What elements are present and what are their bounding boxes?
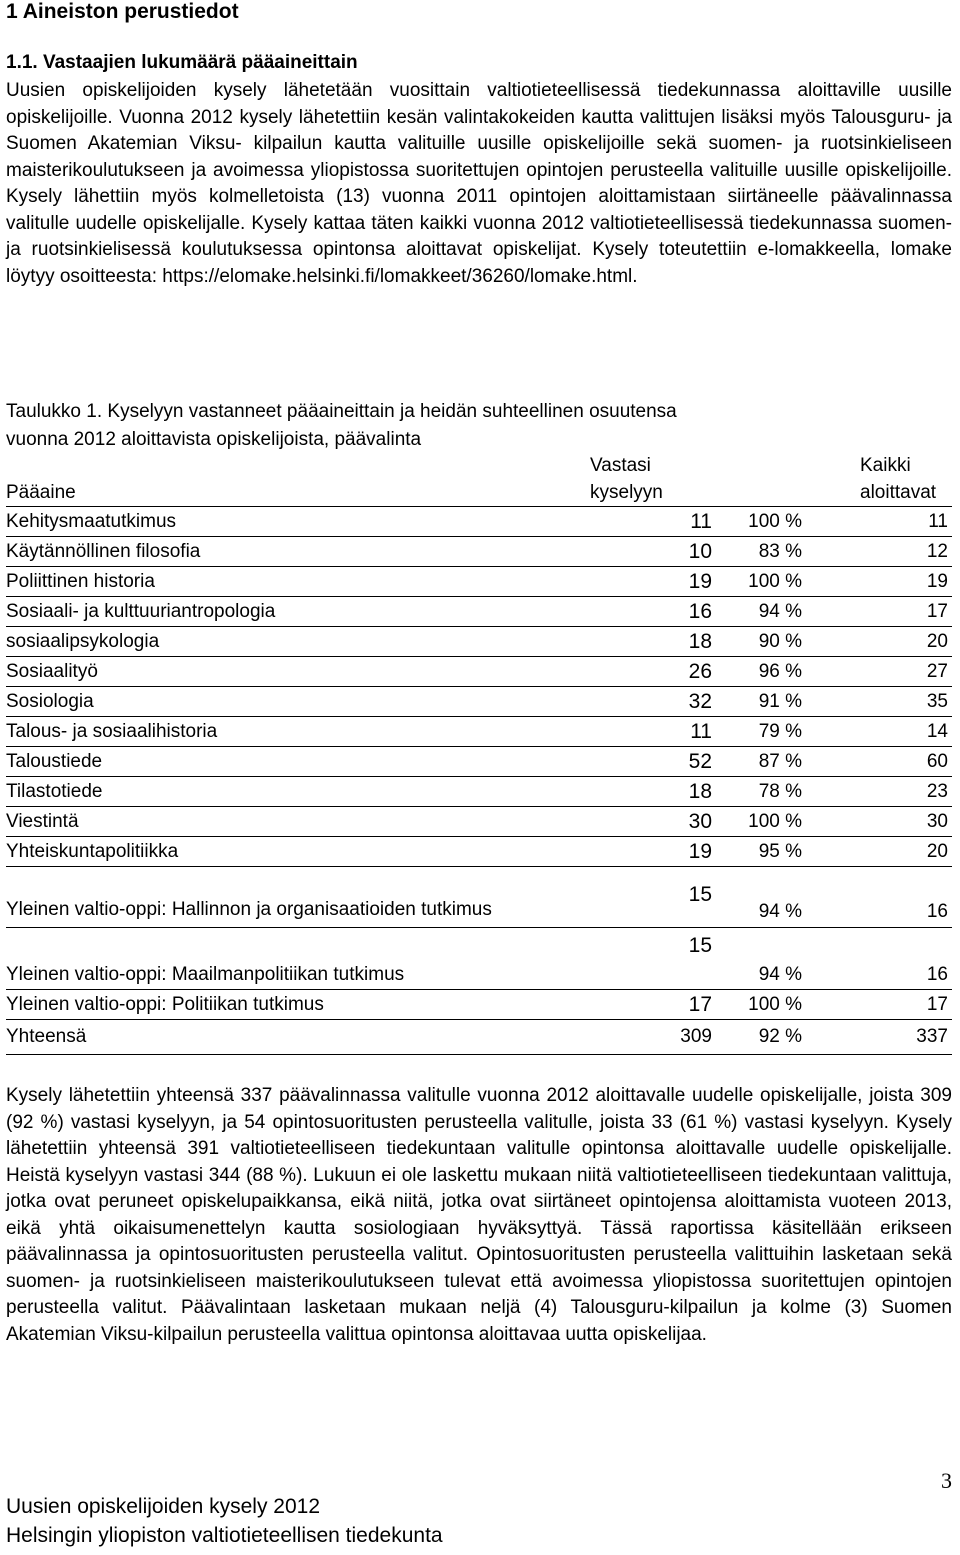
row-all: 16 bbox=[806, 928, 952, 990]
table-header-row bbox=[6, 452, 952, 507]
row-subject: Sosiaali- ja kulttuuriantropologia bbox=[6, 597, 564, 627]
intro-paragraph-text: Uusien opiskelijoiden kysely lähetetään vuosittain valtiotieteellisessä tiedekunnassa aloittaville uusille opiskelijoille. Vuonna 2012 kysely lähetettiin kesän valintakokeiden kautta valittujen lisäksi myös Talousguru- ja Suomen Akatemian Viksu- kilpailun kautta valituille uusille opiskelijoille sekä suomen- ja ruotsinkieliseen maisterikoulutukseen ja avoimessa yliopistossa suoritettujen opintojen perusteella valituille uusille opiskelijoille. Kysely lähettiin myös kolmelletoista (13) vuonna 2011 opintojen aloittamistaan siirtäneelle päävalinnassa valitulle uudelle opiskelijalle. Kysely kattaa täten kaikki vuonna 2012 valtiotieteellisessä tiedekunnassa suomen- ja ruotsinkielisessä koulutuksessa opintonsa aloittavat opiskelijat. Kysely toteutettiin e-lomakkeella, lomake löytyy osoitteesta: https://elomake.helsinki.fi/lomakkeet/36260/lomake.html. bbox=[6, 80, 952, 287]
row-all: 27 bbox=[806, 657, 952, 687]
row-subject: Yleinen valtio-oppi: Politiikan tutkimus bbox=[6, 990, 564, 1020]
table-row bbox=[6, 747, 952, 777]
table-row bbox=[6, 687, 952, 717]
row-subject: Talous- ja sosiaalihistoria bbox=[6, 717, 564, 747]
row-all: 14 bbox=[806, 717, 952, 747]
closing-paragraph-text: Kysely lähetettiin yhteensä 337 päävalinnassa valitulle vuonna 2012 aloittavalle uudelle opiskelijalle, joista 309 (92 %) vastasi kyselyyn, ja 54 opintosuoritusten perusteella valitulle, joista 33 (61 %) vastasi kyselyyn. Kysely lähetettiin yhteensä 391 valtiotieteelliseen tiedekuntaan valitulle opintonsa aloittavalle uudelle opiskelijalle. Heistä kyselyyn vastasi 344 (88 %). Lukuun ei ole laskettu mukaan niitä valtiotieteelliseen tiedekuntaan valittuja, jotka ovat peruneet opiskelupaikkansa, eikä niitä, jotka ovat siirtäneet opintojensa aloittamista vuoteen 2013, eikä yhtä oikaisumenettelyn kautta sosiologiaan hyväksyttyä. Tässä raportissa käsitellään erikseen päävalinnassa ja opintosuoritusten perusteella valitut. Opintosuoritusten perusteella valittuihin lasketaan sekä suomen- ja ruotsinkieliseen maisterikoulutukseen tulevat että avoimessa yliopistossa suoritettujen opintojen perusteella valitut. Päävalintaan lasketaan mukaan neljä (4) Talousguru-kilpailun ja kolme (3) Suomen Akatemian Viksu-kilpailun perusteella valittua opintonsa aloittavaa uutta opiskelijaa. bbox=[6, 1085, 952, 1345]
row-subject: Yhteiskuntapolitiikka bbox=[6, 837, 564, 867]
row-all: 20 bbox=[806, 837, 952, 867]
table-row bbox=[6, 777, 952, 807]
row-percent: 91 % bbox=[716, 687, 806, 717]
row-all: 17 bbox=[806, 597, 952, 627]
row-responded: 15 bbox=[564, 928, 716, 990]
row-responded: 19 bbox=[564, 567, 716, 597]
row-all: 11 bbox=[806, 507, 952, 537]
header-responded-line-1: Vastasi bbox=[590, 455, 651, 476]
row-subject: Viestintä bbox=[6, 807, 564, 837]
page-footer bbox=[6, 1492, 443, 1550]
row-responded: 30 bbox=[564, 807, 716, 837]
row-responded: 52 bbox=[564, 747, 716, 777]
subsection-heading: 1.1. Vastaajien lukumäärä pääaineittain bbox=[6, 52, 358, 73]
table-row bbox=[6, 837, 952, 867]
row-subject: Tilastotiede bbox=[6, 777, 564, 807]
row-responded: 16 bbox=[564, 597, 716, 627]
table-total-row bbox=[6, 1020, 952, 1055]
total-all: 337 bbox=[806, 1020, 952, 1055]
row-percent: 100 % bbox=[716, 507, 806, 537]
row-subject: Yleinen valtio-oppi: Hallinnon ja organisaatioiden tutkimus bbox=[6, 867, 564, 928]
row-subject: sosiaalipsykologia bbox=[6, 627, 564, 657]
table-caption-line-1: Taulukko 1. Kyselyyn vastanneet pääaineittain ja heidän suhteellinen osuutensa bbox=[6, 401, 677, 422]
row-all: 17 bbox=[806, 990, 952, 1020]
section-heading: 1 Aineiston perustiedot bbox=[6, 0, 239, 23]
row-all: 20 bbox=[806, 627, 952, 657]
row-subject: Käytännöllinen filosofia bbox=[6, 537, 564, 567]
row-percent: 90 % bbox=[716, 627, 806, 657]
table-row bbox=[6, 567, 952, 597]
row-all: 12 bbox=[806, 537, 952, 567]
row-subject: Yleinen valtio-oppi: Maailmanpolitiikan tutkimus bbox=[6, 928, 564, 990]
header-responded bbox=[564, 452, 716, 507]
row-subject: Sosiaalityö bbox=[6, 657, 564, 687]
row-all: 19 bbox=[806, 567, 952, 597]
table-row bbox=[6, 627, 952, 657]
intro-paragraph bbox=[6, 78, 952, 290]
row-percent: 87 % bbox=[716, 747, 806, 777]
row-all: 16 bbox=[806, 867, 952, 928]
row-percent: 100 % bbox=[716, 807, 806, 837]
row-percent: 79 % bbox=[716, 717, 806, 747]
table-caption bbox=[6, 398, 906, 454]
closing-paragraph bbox=[6, 1083, 952, 1348]
row-responded: 15 bbox=[564, 867, 716, 928]
header-all-line-1: Kaikki bbox=[860, 455, 911, 476]
row-responded: 18 bbox=[564, 627, 716, 657]
table-row bbox=[6, 807, 952, 837]
table-row bbox=[6, 537, 952, 567]
table-row bbox=[6, 867, 952, 928]
row-all: 60 bbox=[806, 747, 952, 777]
table-caption-line-2: vuonna 2012 aloittavista opiskelijoista, päävalinta bbox=[6, 429, 422, 450]
row-responded: 11 bbox=[564, 717, 716, 747]
row-percent: 94 % bbox=[716, 867, 806, 928]
footer-line-1: Uusien opiskelijoiden kysely 2012 bbox=[6, 1495, 321, 1518]
total-percent: 92 % bbox=[716, 1020, 806, 1055]
row-responded: 10 bbox=[564, 537, 716, 567]
row-percent: 100 % bbox=[716, 990, 806, 1020]
row-responded: 11 bbox=[564, 507, 716, 537]
header-all bbox=[806, 452, 952, 507]
table-row bbox=[6, 597, 952, 627]
row-percent: 96 % bbox=[716, 657, 806, 687]
row-responded: 32 bbox=[564, 687, 716, 717]
row-all: 30 bbox=[806, 807, 952, 837]
page-number: 3 bbox=[941, 1468, 952, 1493]
row-responded: 19 bbox=[564, 837, 716, 867]
header-percent bbox=[716, 452, 806, 507]
table-row bbox=[6, 717, 952, 747]
row-subject: Sosiologia bbox=[6, 687, 564, 717]
header-responded-line-2: kyselyyn bbox=[590, 482, 663, 503]
row-responded: 18 bbox=[564, 777, 716, 807]
total-label: Yhteensä bbox=[6, 1020, 564, 1055]
row-percent: 78 % bbox=[716, 777, 806, 807]
table-row bbox=[6, 990, 952, 1020]
row-percent: 83 % bbox=[716, 537, 806, 567]
table-row bbox=[6, 928, 952, 990]
row-subject: Taloustiede bbox=[6, 747, 564, 777]
footer-line-2: Helsingin yliopiston valtiotieteellisen tiedekunta bbox=[6, 1524, 443, 1547]
row-percent: 100 % bbox=[716, 567, 806, 597]
respondents-table bbox=[6, 452, 952, 1055]
row-responded: 17 bbox=[564, 990, 716, 1020]
total-responded: 309 bbox=[564, 1020, 716, 1055]
row-all: 23 bbox=[806, 777, 952, 807]
header-all-line-2: aloittavat bbox=[860, 482, 937, 503]
row-percent: 94 % bbox=[716, 928, 806, 990]
row-responded: 26 bbox=[564, 657, 716, 687]
header-subject: Pääaine bbox=[6, 452, 564, 507]
table-row bbox=[6, 507, 952, 537]
row-percent: 94 % bbox=[716, 597, 806, 627]
row-subject: Kehitysmaatutkimus bbox=[6, 507, 564, 537]
row-subject: Poliittinen historia bbox=[6, 567, 564, 597]
row-percent: 95 % bbox=[716, 837, 806, 867]
table-row bbox=[6, 657, 952, 687]
row-all: 35 bbox=[806, 687, 952, 717]
